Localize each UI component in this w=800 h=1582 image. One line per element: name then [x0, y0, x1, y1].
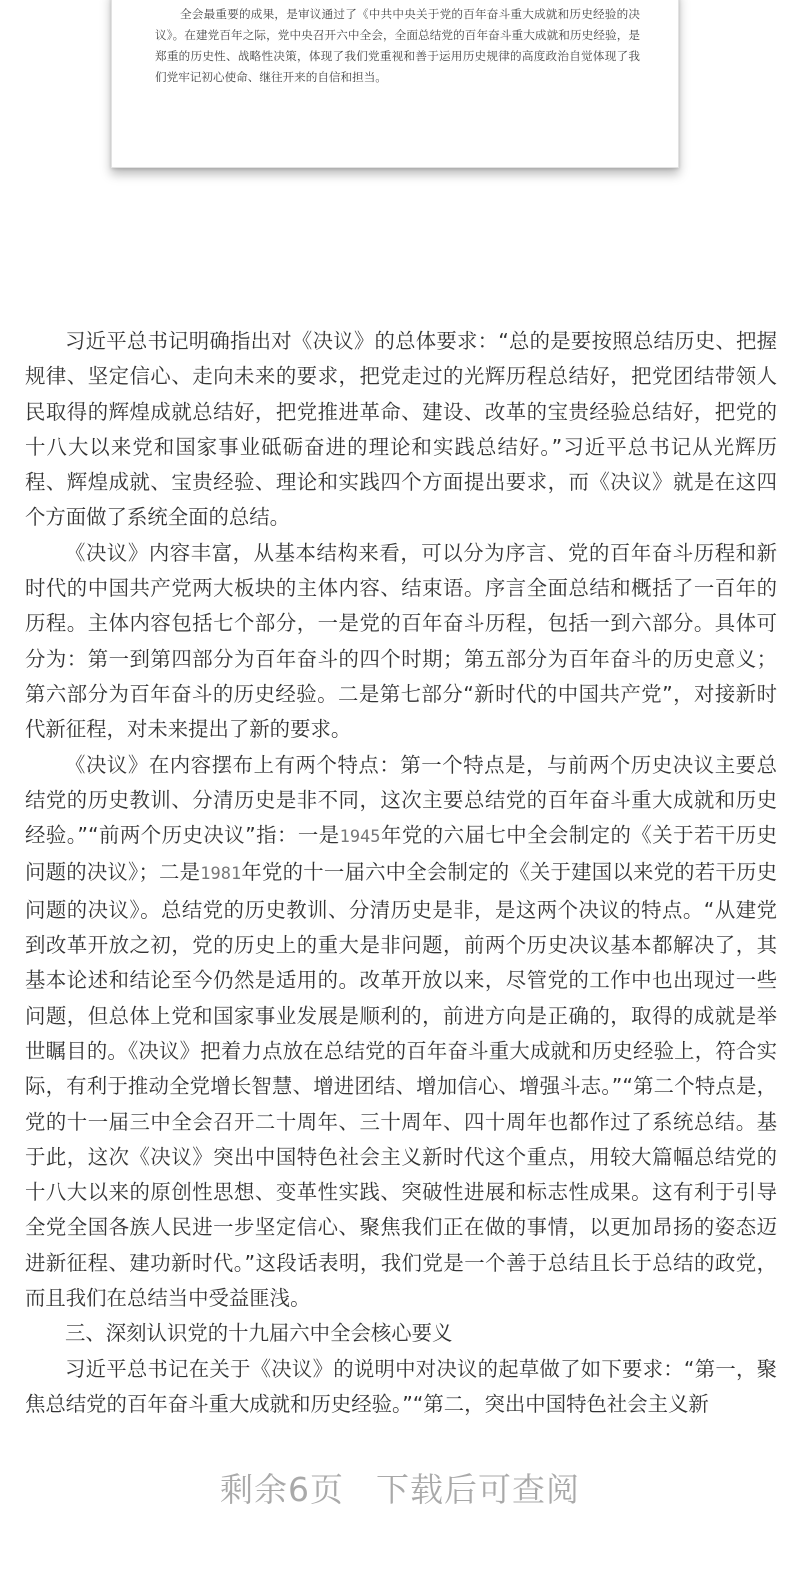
download-prompt[interactable] [0, 1464, 800, 1511]
section-heading: 三、深刻认识党的十九届六中全会核心要义 [65, 1321, 453, 1346]
paragraph [25, 748, 777, 1317]
year-1981: 1981 [200, 864, 242, 885]
year-1945: 1945 [339, 827, 381, 848]
card-paragraph: 全会最重要的成果，是审议通过了《中共中央关于党的百年奋斗重大成就和历史经验的决议》。在建党百年之际，党中央召开六中全会，全面总结党的百年奋斗重大成就和历史经验，是郑重的历史性、战略性决策，体现了我们党重视和善于运用历史规律的高度政治自觉体现了我们党牢记初心使命、继往开来的自信和担当。 [155, 7, 640, 84]
paragraph: 习近平总书记在关于《决议》的说明中对决议的起草做了如下要求：“第一，聚焦总结党的百年奋斗重大成就和历史经验。”“第二，突出中国特色社会主义新 [25, 1356, 777, 1416]
remaining-pages-label: 剩余6页 [220, 1470, 344, 1509]
previous-page-card [111, 0, 679, 168]
paragraph-text: 年党的十一届六中全会制定的《关于建国以来党的若干历史问题的决议》。总结党的历史教训、分清历史是非，是这两个决议的特点。“从建党到改革开放之初，党的历史上的重大是非问题，前两个历史决议基本都解决了，其基本论述和结论至今仍然是适用的。改革开放以来，尽管党的工作中也出现过一些问题，但总体上党和国家事业发展是顺利的，前进方向是正确的，取得的成就是举世瞩目的。《决议》把着力点放在总结党的百年奋斗重大成就和历史经验上，符合实际，有利于推动全党增长智慧、增进团结、增加信心、增强斗志。”“第二个特点是，党的十一届三中全会召开二十周年、三十周年、四十周年也都作过了系统总结。基于此，这次《决议》突出中国特色社会主义新时代这个重点，用较大篇幅总结党的十八大以来的原创性思想、变革性实践、突破性进展和标志性成果。这有利于引导全党全国各族人民进一步坚定信心、聚焦我们正在做的事情，以更加昂扬的姿态迈进新征程、建功新时代。”这段话表明，我们党是一个善于总结且长于总结的政党，而且我们在总结当中受益匪浅。 [25, 860, 777, 1311]
paragraph: 习近平总书记明确指出对《决议》的总体要求：“总的是要按照总结历史、把握规律、坚定信心、走向未来的要求，把党走过的光辉历程总结好，把党团结带领人民取得的辉煌成就总结好，把党推进革命、建设、改革的宝贵经验总结好，把党的十八大以来党和国家事业砥砺奋进的理论和实践总结好。”习近平总书记从光辉历程、辉煌成就、宝贵经验、理论和实践四个方面提出要求，而《决议》就是在这四个方面做了系统全面的总结。 [25, 329, 777, 530]
download-to-view-label: 下载后可查阅 [376, 1470, 580, 1509]
paragraph-text: 《决议》在内容摆布上有两个特点：第一个特点是，与前两个历史决议主要总结党的历史教训、分清历史是非不同，这次主要总结党的百年奋斗重大成就和历史经验。”“前两个历史决议”指：一是 [25, 752, 777, 848]
paragraph-text: 年党的六届七中全会制定的《关于若干历史问题的决议》；二是 [25, 823, 777, 885]
paragraph: 《决议》内容丰富，从基本结构来看，可以分为序言、党的百年奋斗历程和新时代的中国共产党两大板块的主体内容、结束语。序言全面总结和概括了一百年的历程。主体内容包括七个部分，一是党的百年奋斗历程，包括一到六部分。具体可分为：第一到第四部分为百年奋斗的四个时期；第五部分为百年奋斗的历史意义；第六部分为百年奋斗的历史经验。二是第七部分“新时代的中国共产党”，对接新时代新征程，对未来提出了新的要求。 [25, 540, 777, 742]
article-body [25, 324, 777, 1422]
